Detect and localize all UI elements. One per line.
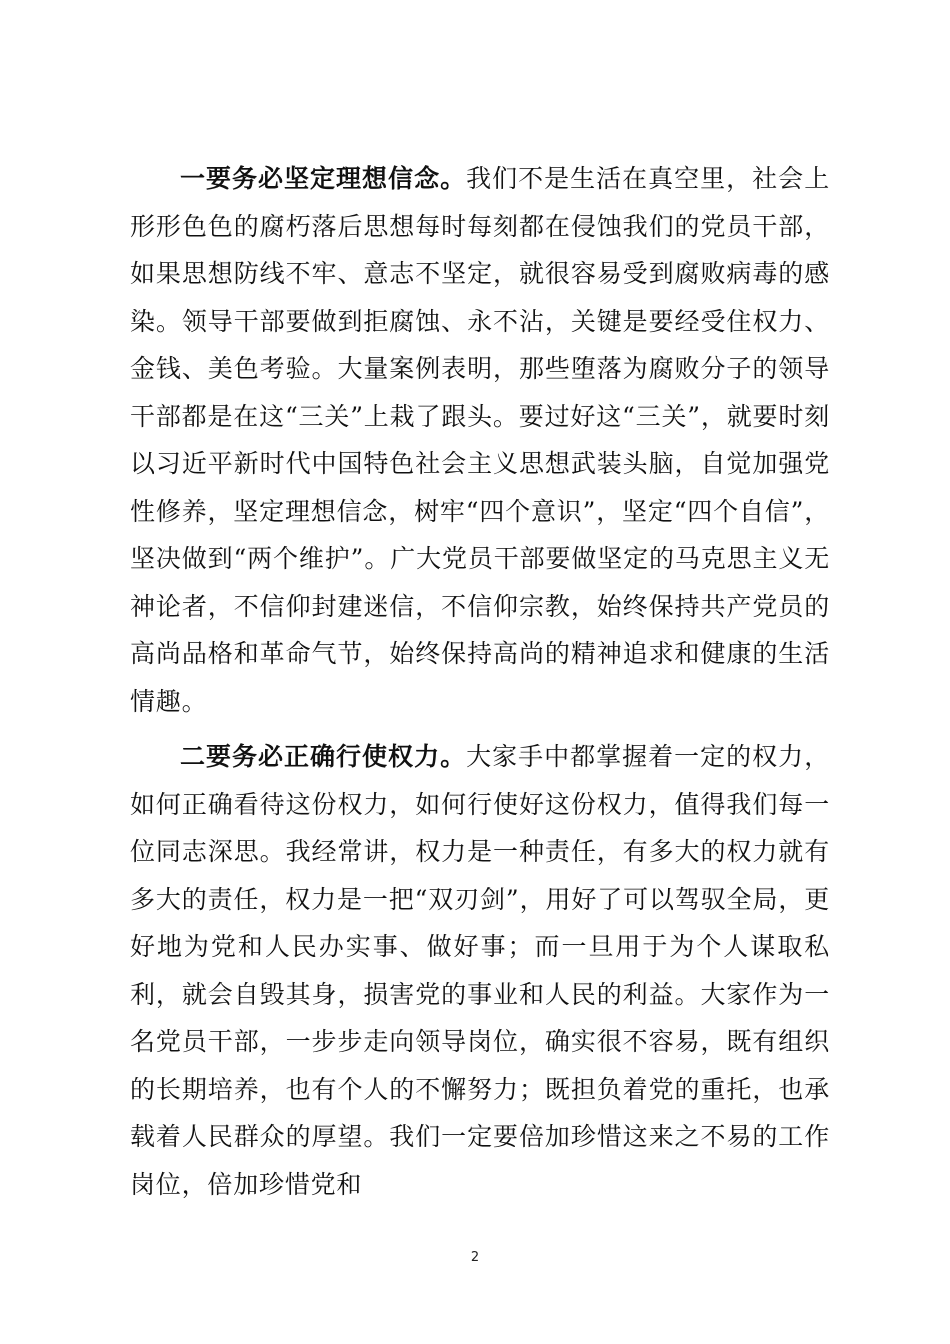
paragraph-lead: 一要务必坚定理想信念。	[180, 164, 467, 193]
paragraph-ideals	[130, 155, 830, 725]
paragraph-power	[130, 733, 830, 1208]
paragraph-text: 大家手中都掌握着一定的权力，如何正确看待这份权力，如何行使好这份权力，值得我们每一位同志深思。我经常讲，权力是一种责任，有多大的权力就有多大的责任，权力是一把“双刃剑”，用好了可以驾驭全局，更好地为党和人民办实事、做好事；而一旦用于为个人谋取私利，就会自毁其身，损害党的事业和人民的利益。大家作为一名党员干部，一步步走向领导岗位，确实很不容易，既有组织的长期培养，也有个人的不懈努力；既担负着党的重托，也承载着人民群众的厚望。我们一定要倍加珍惜这来之不易的工作岗位，倍加珍惜党和	[130, 742, 830, 1199]
paragraph-lead: 二要务必正确行使权力。	[180, 742, 467, 771]
paragraph-text: 我们不是生活在真空里，社会上形形色色的腐朽落后思想每时每刻都在侵蚀我们的党员干部，如果思想防线不牢、意志不坚定，就很容易受到腐败病毒的感染。领导干部要做到拒腐蚀、永不沾，关键是要经受住权力、金钱、美色考验。大量案例表明，那些堕落为腐败分子的领导干部都是在这“三关”上栽了跟头。要过好这“三关”，就要时刻以习近平新时代中国特色社会主义思想武装头脑，自觉加强党性修养，坚定理想信念，树牢“四个意识”，坚定“四个自信”，坚决做到“两个维护”。广大党员干部要做坚定的马克思主义无神论者，不信仰封建迷信，不信仰宗教，始终保持共产党员的高尚品格和革命气节，始终保持高尚的精神追求和健康的生活情趣。	[130, 164, 830, 716]
document-body	[130, 155, 830, 1216]
page-number: 2	[470, 1250, 480, 1265]
